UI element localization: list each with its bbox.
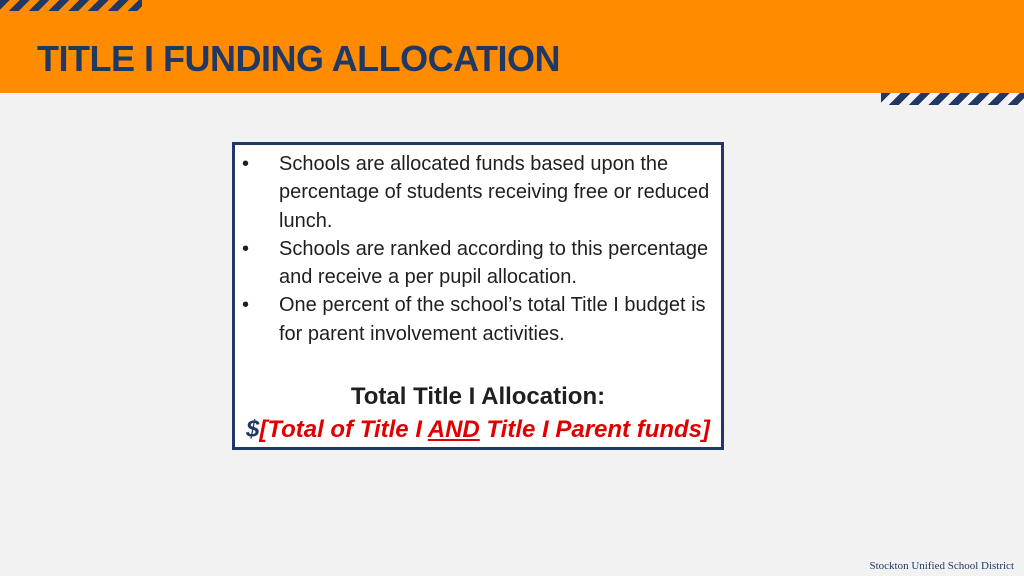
bullet-dot: • — [242, 294, 250, 317]
total-allocation-value — [235, 413, 721, 446]
hazard-stripes-top — [0, 0, 142, 11]
list-item — [235, 150, 721, 235]
bullet-text: Schools are allocated funds based upon the percentage of students receiving free or reduced lunch. — [279, 153, 710, 232]
bullet-text: Schools are ranked according to this percentage and receive a per pupil allocation. — [279, 237, 709, 289]
bullet-dot: • — [242, 237, 250, 260]
bullet-dot: • — [242, 153, 250, 175]
placeholder-text-end: Title I Parent funds] — [479, 416, 711, 443]
placeholder-text-start: [Total of Title I — [259, 416, 428, 443]
bullet-list — [235, 150, 721, 348]
hazard-stripes-bottom — [881, 93, 1024, 105]
content-box — [232, 142, 724, 450]
total-allocation-label: Total Title I Allocation: — [350, 383, 606, 410]
total-allocation — [235, 380, 721, 446]
footer-district-name: Stockton Unified School District — [869, 560, 1014, 572]
dollar-sign: $ — [245, 416, 260, 443]
page-title: TITLE I FUNDING ALLOCATION — [37, 38, 560, 79]
header-bar — [0, 0, 1024, 93]
list-item — [235, 235, 721, 292]
list-item — [235, 291, 721, 348]
bullet-text: One percent of the school’s total Title I budget is for parent involvement activities. — [279, 294, 706, 345]
placeholder-and-word: AND — [427, 416, 480, 443]
